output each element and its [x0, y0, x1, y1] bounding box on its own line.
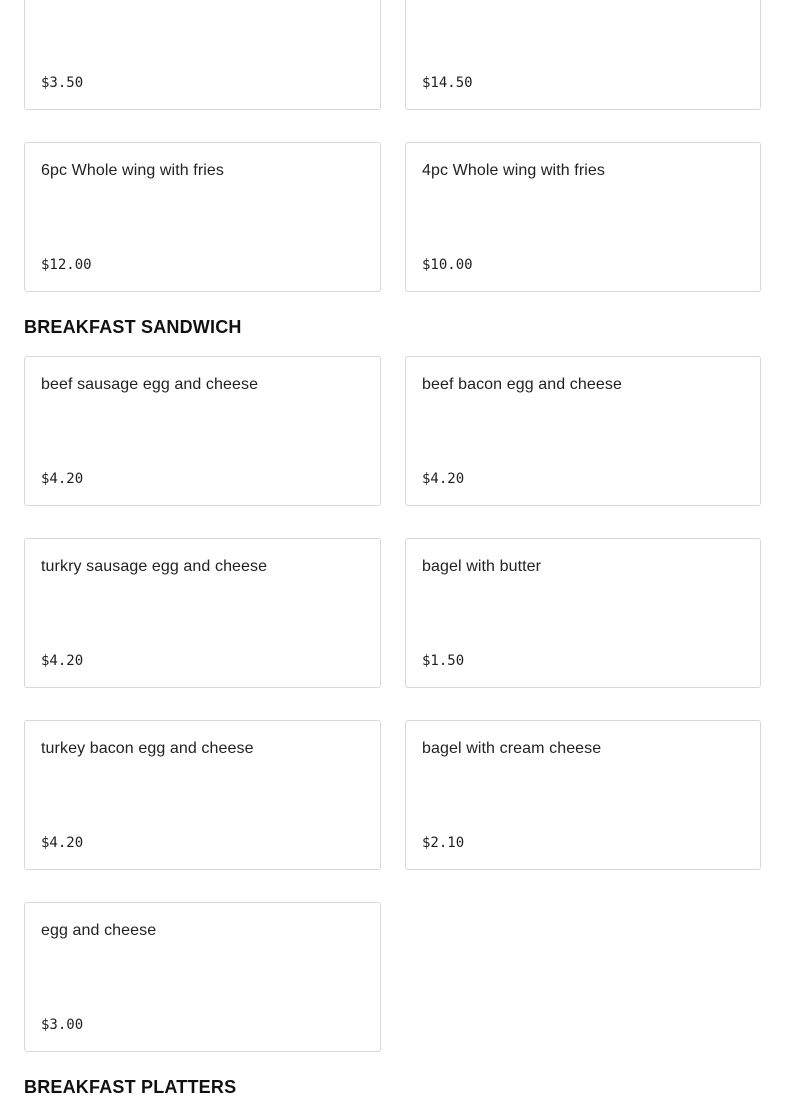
- menu-item-card[interactable]: [405, 538, 761, 688]
- menu-item-name: beef bacon egg and cheese: [422, 376, 622, 393]
- menu-item-card[interactable]: [24, 902, 381, 1052]
- menu-item-card[interactable]: [24, 538, 381, 688]
- menu-item-card[interactable]: [24, 142, 381, 292]
- section-title-breakfast-sandwich: BREAKFAST SANDWICH: [24, 317, 242, 337]
- menu-item-card[interactable]: [24, 0, 381, 110]
- section-title-breakfast-platters: BREAKFAST PLATTERS: [24, 1077, 237, 1097]
- menu-item-card[interactable]: [405, 720, 761, 870]
- menu-item-card[interactable]: [405, 356, 761, 506]
- menu-item-name: beef sausage egg and cheese: [41, 376, 259, 393]
- menu-item-price: $4.20: [41, 653, 84, 669]
- menu-item-card[interactable]: [24, 720, 381, 870]
- menu-item-price: $12.00: [41, 257, 92, 273]
- menu-item-price: $10.00: [422, 257, 473, 273]
- menu-item-price: $4.20: [41, 835, 84, 851]
- menu-item-price: $1.50: [422, 653, 465, 669]
- menu-item-name: turkry sausage egg and cheese: [41, 558, 268, 575]
- menu-item-card[interactable]: [405, 0, 761, 110]
- menu-item-card[interactable]: [405, 142, 761, 292]
- menu-item-card[interactable]: [24, 356, 381, 506]
- menu-item-price: $3.50: [41, 75, 84, 91]
- menu-item-name: bagel with butter: [422, 558, 542, 575]
- menu-item-price: $4.20: [422, 471, 465, 487]
- menu-item-name: turkey bacon egg and cheese: [41, 740, 254, 757]
- menu-item-price: $2.10: [422, 835, 465, 851]
- menu-item-name: 6pc Whole wing with fries: [41, 162, 225, 179]
- menu-item-price: $3.00: [41, 1017, 84, 1033]
- menu-item-name: bagel with cream cheese: [422, 740, 602, 757]
- menu-item-price: $14.50: [422, 75, 473, 91]
- menu-item-price: $4.20: [41, 471, 84, 487]
- menu-item-name: 4pc Whole wing with fries: [422, 162, 606, 179]
- menu-item-name: egg and cheese: [41, 922, 157, 939]
